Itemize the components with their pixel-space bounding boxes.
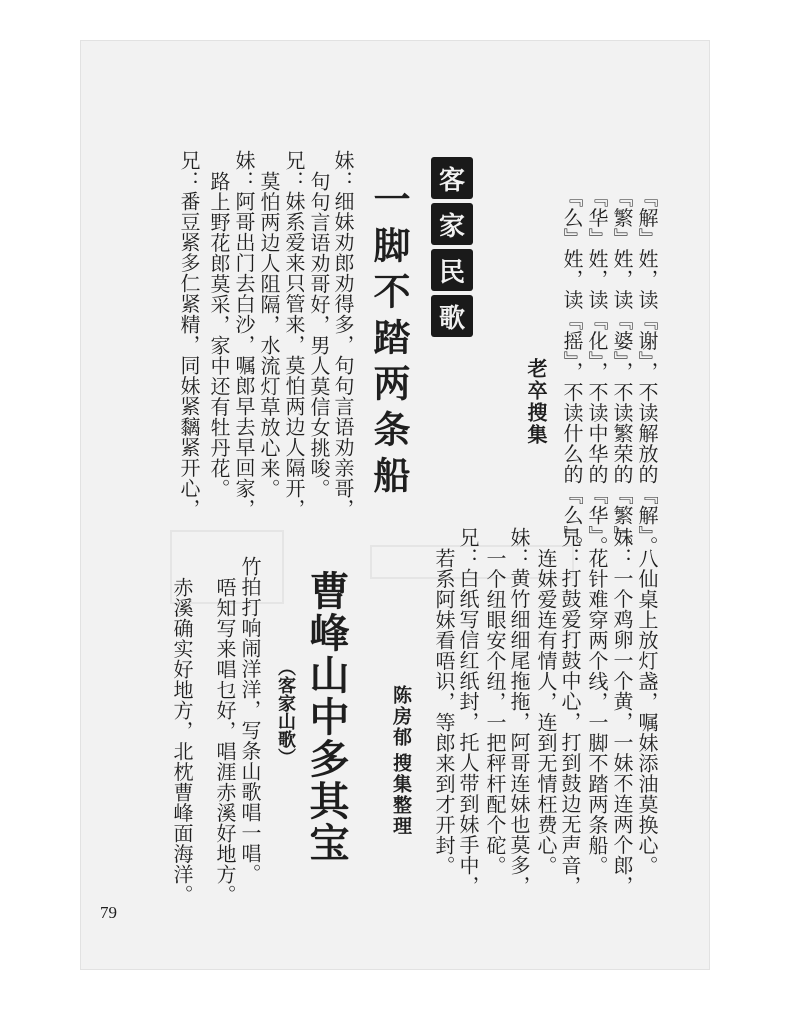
song-line: 妹：细妹劝郎劝得多，句句言语劝亲哥， [331,150,355,519]
song-line: 兄：番豆紧多仁紧精，同妹紧黐紧开心， [177,150,201,519]
song-line: 若系阿妹看唔识，等郎来到才开封。 [432,548,456,876]
song-line: 妹：黄竹细细尾拖拖，阿哥连妹也莫多， [507,527,531,896]
surname-line-2: 『繁』姓，读『婆』，不读繁荣的『繁』。 [610,187,634,557]
song-line: 妹：一个鸡卵一个黄，一妹不连两个郎， [610,527,634,896]
surname-line-1: 『解』姓，读『谢』，不读解放的『解』。 [635,187,659,557]
caofeng-line: 唔知写来唱乜好，唱涯赤溪好地方。 [213,577,237,905]
song-line: 兄：白纸写信红纸封，托人带到妹手中， [456,527,480,896]
badge-char: 客 [431,157,473,199]
song-line: 妹：阿哥出门去白沙，嘱郎早去早回家， [232,150,256,519]
song-line: 八仙桌上放灯盏，嘱妹添油莫换心。 [635,548,659,876]
surname-line-3: 『华』姓，读『化』，不读中华的『华』。 [585,187,609,557]
song-line: 连妹爱连有情人，连到无情枉费心。 [534,548,558,876]
book-page [80,40,710,970]
page-number: 79 [100,903,117,922]
song-line: 兄：妹系爱来只管来，莫怕两边人隔开， [282,150,306,519]
song-line: 句句言语劝哥好，男人莫信女挑唆。 [307,171,331,499]
caofeng-line: 赤溪确实好地方，北枕曹峰面海洋。 [170,577,194,905]
author-laozu: 老卒搜集 [524,358,548,446]
caofeng-subtitle: （客家山歌） [275,658,296,766]
surname-line-4: 『么』姓，读『摇』，不读什么的『么』。 [560,187,584,557]
song-line: 一个纽眼安个纽，一把秤杆配个砣。 [483,548,507,876]
badge-char: 歌 [431,295,473,337]
song-line: 莫怕两边人阻隔，水流灯草放心来。 [257,171,281,499]
song-line: 兄：打鼓爱打鼓中心，打到鼓边无声音， [558,527,582,896]
badge-char: 家 [431,203,473,245]
song-line: 花针难穿两个线，一脚不踏两条船。 [585,548,609,876]
caofeng-title: 曹峰山中多其宝 [303,570,349,864]
author-name: 陈房郁 [390,685,412,748]
song-line: 路上野花郎莫采，家中还有牡丹花。 [207,171,231,499]
song-title: 一脚不踏两条船 [367,180,411,502]
caofeng-line: 竹拍打响闹洋洋，写条山歌唱一唱。 [238,556,262,884]
badge-char: 民 [431,249,473,291]
author-role: 搜集整理 [390,753,412,837]
